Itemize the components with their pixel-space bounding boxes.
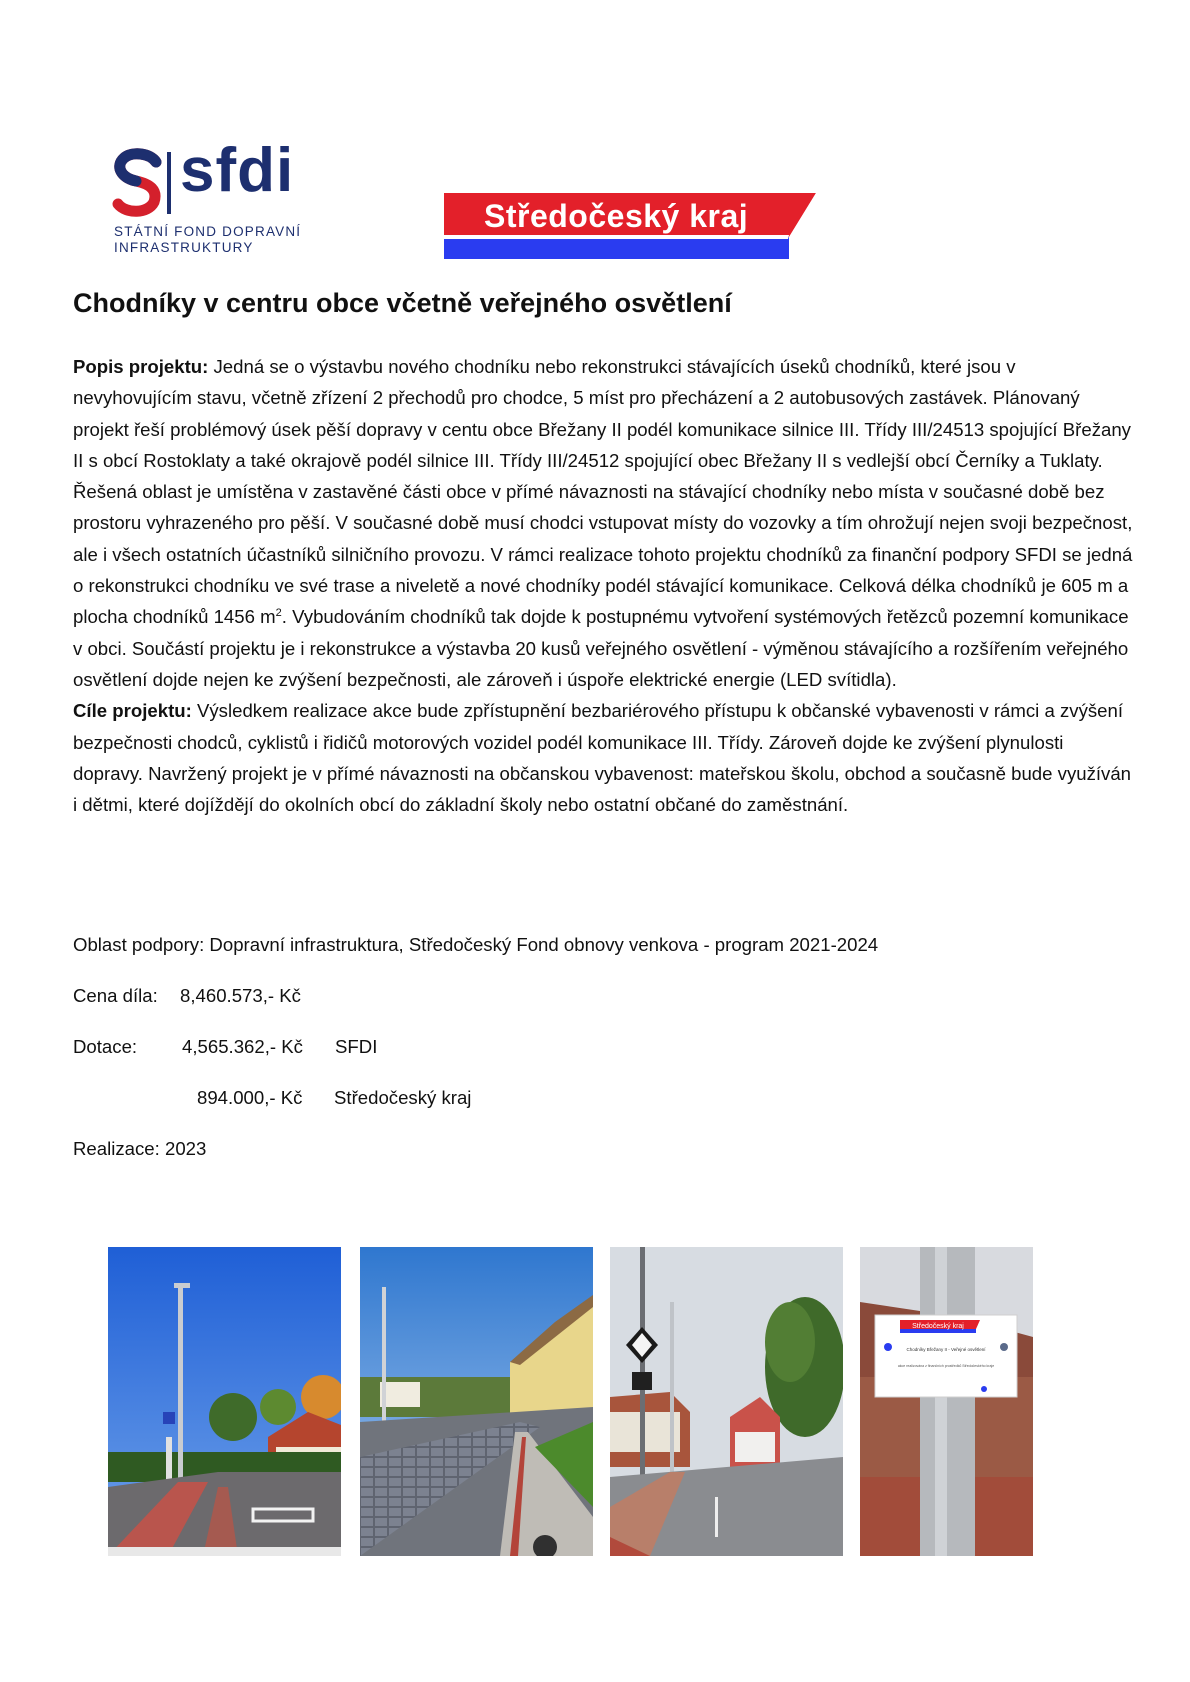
- superscript-2: 2: [275, 607, 282, 620]
- plaque-line-2: akce realizována z finančních prostředků Středočeského kraje: [897, 1364, 995, 1368]
- description-paragraph-2: [73, 476, 1138, 695]
- photo-street-lamp: [108, 1247, 341, 1556]
- sfdi-s-icon: [110, 148, 166, 218]
- description-text-2b: . Vybudováním chodníků tak dojde k postupnému vytvoření systémových řetězců pozemní komunikace v obci. Součástí projektu je i rekonstrukce a výstavba 20 kusů veřejného osvětlení - výměnou stávajícího a rozšířením veřejného osvětlení dojde nejen ke zvýšení bezpečnosti, ale zároveň i úspoře elektrické energie (LED svítidla).: [73, 606, 1129, 690]
- photo-cobbled-street: [360, 1247, 593, 1556]
- price-value: 8,460.573,- Kč: [180, 985, 301, 1006]
- kraj-logo-text: Středočeský kraj: [484, 198, 749, 234]
- sfdi-wordmark: sfdi: [180, 136, 295, 205]
- goals-paragraph: [73, 695, 1138, 820]
- price-label: Cena díla:: [73, 985, 158, 1006]
- description-paragraph: [73, 351, 1138, 476]
- sfdi-subtitle: STÁTNÍ FOND DOPRAVNÍ INFRASTRUKTURY: [114, 224, 302, 255]
- plaque-header: Středočeský kraj: [912, 1323, 964, 1330]
- realization: Realizace: 2023: [73, 1138, 207, 1159]
- subsidy-source-2: Středočeský kraj: [334, 1087, 472, 1108]
- description-text-2a: Řešená oblast je umístěna v zastavěné části obce v přímé návaznosti na stávající chodníky nebo místa v současné době bez prostoru vyhrazeného pro pěší. V současné době musí chodci vstupovat místy do vozovky a tím ohrožují nejen svoji bezpečnost, ale i všech ostatních účastníků silničního provozu. V rámci realizace tohoto projektu chodníků za finanční podpory SFDI se jedná o rekonstrukci chodníku ve své trase a niveletě a nové chodníky podél stávající komunikace. Celková délka chodníků je 605 m a plocha chodníků 1456 m: [73, 481, 1133, 628]
- goals-label: Cíle projektu:: [73, 700, 192, 722]
- goals-text: Výsledkem realizace akce bude zpřístupnění bezbariérového přístupu k občanské vybavenosti v rámci a zvýšení bezpečnosti chodců, cyklistů i řidičů motorových vozidel podél komunikace III. Třídy. Zároveň dojde ke zvýšení plynulosti dopravy. Navržený projekt je v přímé návaznosti na občanskou vybavenost: mateřskou školu, obchod a současně bude využíván i dětmi, které dojíždějí do okolních obcí do základní školy nebo ostatní občané do zaměstnání.: [73, 700, 1132, 816]
- sfdi-divider: [167, 152, 171, 214]
- subsidy-amount-1: 4,565.362,- Kč: [182, 1036, 303, 1057]
- page-title: Chodníky v centru obce včetně veřejného osvětlení: [73, 288, 732, 318]
- subsidy-source-1: SFDI: [335, 1036, 378, 1057]
- photo-project-plaque: [860, 1247, 1033, 1556]
- project-description: [73, 351, 1138, 820]
- description-label: Popis projektu:: [73, 356, 209, 377]
- photo-road-sign: [610, 1247, 843, 1556]
- subsidy-amount-2: 894.000,- Kč: [197, 1087, 303, 1108]
- description-text: Jedná se o výstavbu nového chodníku nebo rekonstrukci stávajících úseků chodníků, které jsou v nevyhovujícím stavu, včetně zřízení 2 přechodů pro chodce, 5 míst pro přecházení a 2 autobusových zastávek. Plánovaný projekt řeší problémový úsek pěší dopravy v centu obce Břežany II podél komunikace silnice III. Třídy III/24513 spojující Břežany II s obcí Rostoklaty a také okrajově podél silnice III. Třídy III/24512 spojující obec Břežany II s vedlejší obcí Černíky a Tuklaty.: [73, 356, 1131, 471]
- support-area: Oblast podpory: Dopravní infrastruktura, Středočeský Fond obnovy venkova - program 2021-2024: [73, 934, 879, 955]
- subsidy-label: Dotace:: [73, 1036, 138, 1057]
- stredocesky-kraj-logo: [444, 193, 816, 259]
- sfdi-logo: [110, 136, 310, 260]
- plaque-line-1: Chodníky Břežany II - Veřejné osvětlení: [906, 1347, 986, 1352]
